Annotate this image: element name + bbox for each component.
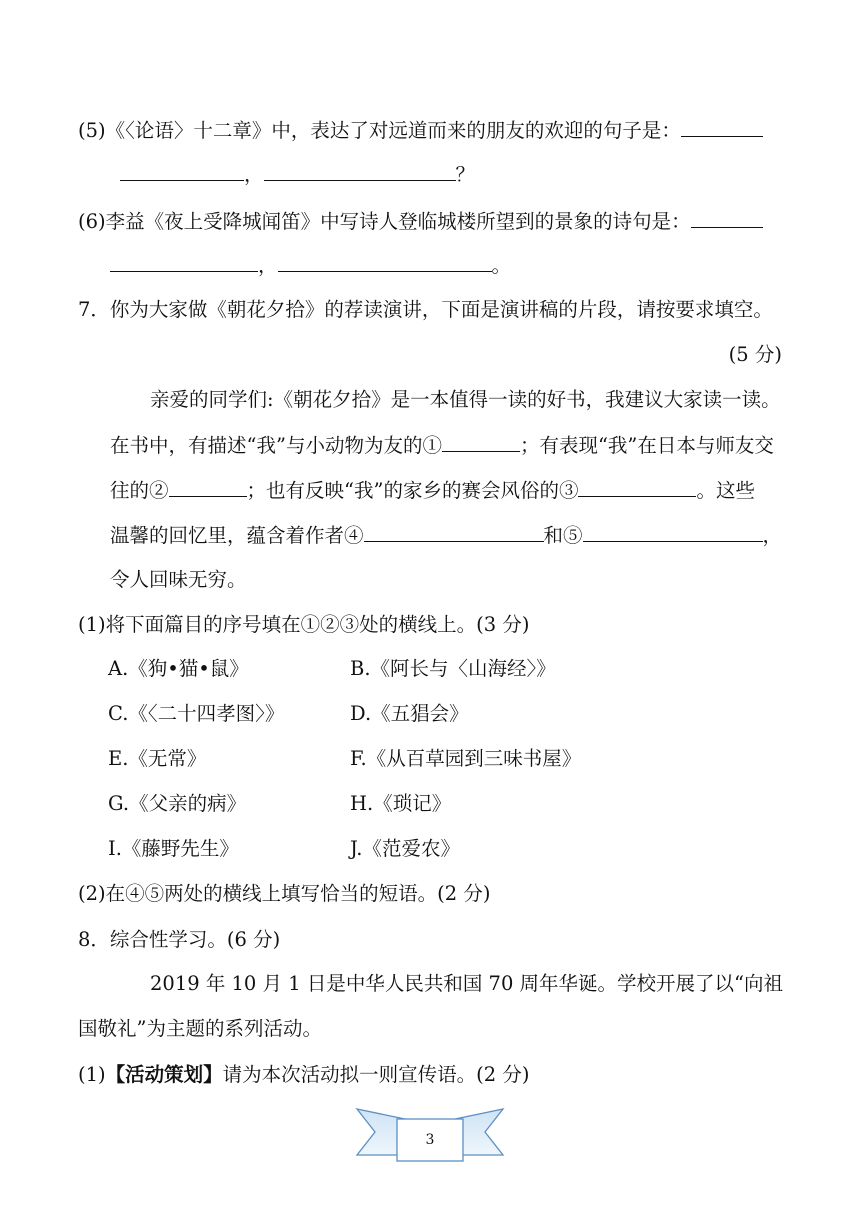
q7-stem: 7．你为大家做《朝花夕拾》的荐读演讲，下面是演讲稿的片段，请按要求填空。 bbox=[78, 298, 773, 321]
q7-passage-line1: 亲爱的同学们:《朝花夕拾》是一本值得一读的好书，我建议大家读一读。 bbox=[150, 388, 781, 411]
q8-passage-line1: 2019 年 10 月 1 日是中华人民共和国 70 周年华诞。学校开展了以“向祖 bbox=[150, 972, 784, 995]
q7-sub2: (2)在④⑤两处的横线上填写恰当的短语。(2 分) bbox=[78, 882, 491, 905]
answer-blank[interactable] bbox=[278, 251, 492, 272]
option-e: E.《无常》 bbox=[108, 747, 207, 770]
answer-blank-3[interactable] bbox=[578, 476, 696, 497]
option-f: F.《从百草园到三味书屋》 bbox=[350, 747, 582, 770]
option-i: I.《藤野先生》 bbox=[108, 837, 239, 860]
q6-5-line1: (5)《〈论语〉十二章》中，表达了对远道而来的朋友的欢迎的句子是： bbox=[78, 116, 763, 145]
option-c: C.《〈二十四孝图〉》 bbox=[108, 702, 285, 725]
page-number-ribbon bbox=[355, 1105, 505, 1169]
q8-passage-line2: 国敬礼”为主题的系列活动。 bbox=[78, 1017, 322, 1040]
answer-blank[interactable] bbox=[691, 207, 763, 228]
answer-blank-4[interactable] bbox=[364, 521, 544, 542]
answer-blank[interactable] bbox=[110, 251, 258, 272]
answer-blank[interactable] bbox=[681, 116, 763, 137]
q7-passage-line2: 在书中，有描述“我”与小动物为友的① ；有表现“我”在日本与师友交 bbox=[110, 431, 774, 460]
option-j: J.《范爱农》 bbox=[350, 837, 461, 860]
option-h: H.《琐记》 bbox=[350, 792, 452, 815]
q7-passage-line3: 往的② ；也有反映“我”的家乡的赛会风俗的③ 。这些 bbox=[110, 476, 755, 505]
answer-blank-1[interactable] bbox=[442, 431, 520, 452]
q7-score: (5 分) bbox=[728, 343, 782, 366]
option-g: G.《父亲的病》 bbox=[108, 792, 247, 815]
section-tag: 【活动策划】 bbox=[105, 1063, 223, 1086]
q8-sub1: (1)【活动策划】请为本次活动拟一则宣传语。(2 分) bbox=[78, 1063, 530, 1086]
q6-6-line1: (6)李益《夜上受降城闻笛》中写诗人登临城楼所望到的景象的诗句是： bbox=[78, 207, 763, 236]
q6-5-line2: ， ？ bbox=[120, 160, 475, 189]
answer-blank-5[interactable] bbox=[583, 521, 763, 542]
answer-blank[interactable] bbox=[120, 160, 244, 181]
q7-sub1: (1)将下面篇目的序号填在①②③处的横线上。(3 分) bbox=[78, 613, 530, 636]
q6-6-line2: ， 。 bbox=[110, 251, 511, 280]
q7-passage-line4: 温馨的回忆里，蕴含着作者④ 和⑤ ， bbox=[110, 521, 782, 550]
q8-stem: 8．综合性学习。(6 分) bbox=[78, 928, 281, 951]
answer-blank-2[interactable] bbox=[169, 476, 247, 497]
page-number: 3 bbox=[425, 1132, 435, 1148]
answer-blank[interactable] bbox=[264, 160, 456, 181]
option-b: B.《阿长与〈山海经〉》 bbox=[350, 657, 556, 680]
option-d: D.《五猖会》 bbox=[350, 702, 469, 725]
q7-passage-line5: 令人回味无穷。 bbox=[110, 568, 247, 591]
option-a: A.《狗•猫•鼠》 bbox=[108, 657, 249, 680]
